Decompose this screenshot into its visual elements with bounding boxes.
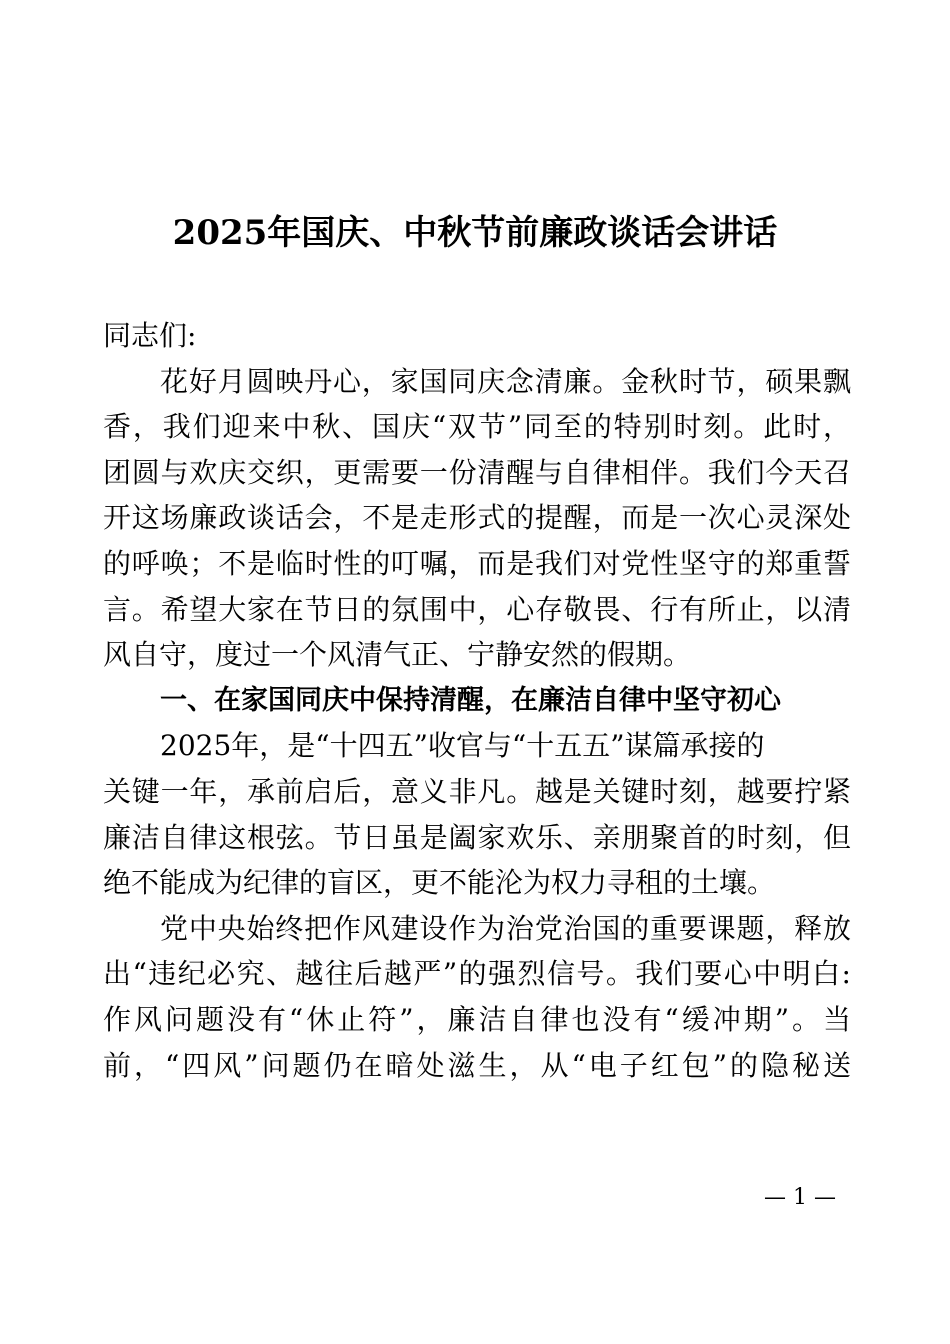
paragraph-line: 出“违纪必究、越往后越严”的强烈信号。我们要心中明白:: [103, 957, 851, 991]
paragraph-line: 风自守，度过一个风清气正、宁静安然的假期。: [103, 638, 692, 672]
paragraph-line: 绝不能成为纪律的盲区，更不能沦为权力寻租的土壤。: [103, 866, 776, 900]
paragraph-line: 香，我们迎来中秋、国庆“双节”同至的特别时刻。此时，: [103, 410, 851, 444]
paragraph-line: 团圆与欢庆交织，更需要一份清醒与自律相伴。我们今天召: [103, 455, 851, 489]
paragraph-line: 言。希望大家在节日的氛围中，心存敬畏、行有所止，以清: [103, 592, 851, 626]
paragraph-line: 花好月圆映丹心，家国同庆念清廉。金秋时节，硕果飘: [160, 364, 851, 398]
salutation: 同志们:: [103, 319, 197, 352]
paragraph-line: 廉洁自律这根弦。节日虽是阖家欢乐、亲朋聚首的时刻，但: [103, 820, 851, 854]
document-body: [103, 313, 851, 1088]
section-heading: 一、在家国同庆中保持清醒，在廉洁自律中坚守初心: [160, 684, 781, 716]
page-number: — 1 —: [764, 1185, 836, 1210]
paragraph-line: 的呼唤；不是临时性的叮嘱，而是我们对党性坚守的郑重誓: [103, 546, 851, 580]
document-title: 2025年国庆、中秋节前廉政谈话会讲话: [172, 213, 778, 253]
paragraph-line: 作风问题没有“休止符”，廉洁自律也没有“缓冲期”。当: [103, 1002, 851, 1036]
paragraph-line: 关键一年，承前启后，意义非凡。越是关键时刻，越要拧紧: [103, 774, 851, 808]
paragraph-line: 前，“四风”问题仍在暗处滋生，从“电子红包”的隐秘送: [103, 1048, 851, 1082]
paragraph-line: 2025年，是“十四五”收官与“十五五”谋篇承接的: [160, 729, 765, 763]
paragraph-line: 开这场廉政谈话会，不是走形式的提醒，而是一次心灵深处: [103, 501, 851, 535]
paragraph-line: 党中央始终把作风建设作为治党治国的重要课题，释放: [160, 911, 851, 945]
